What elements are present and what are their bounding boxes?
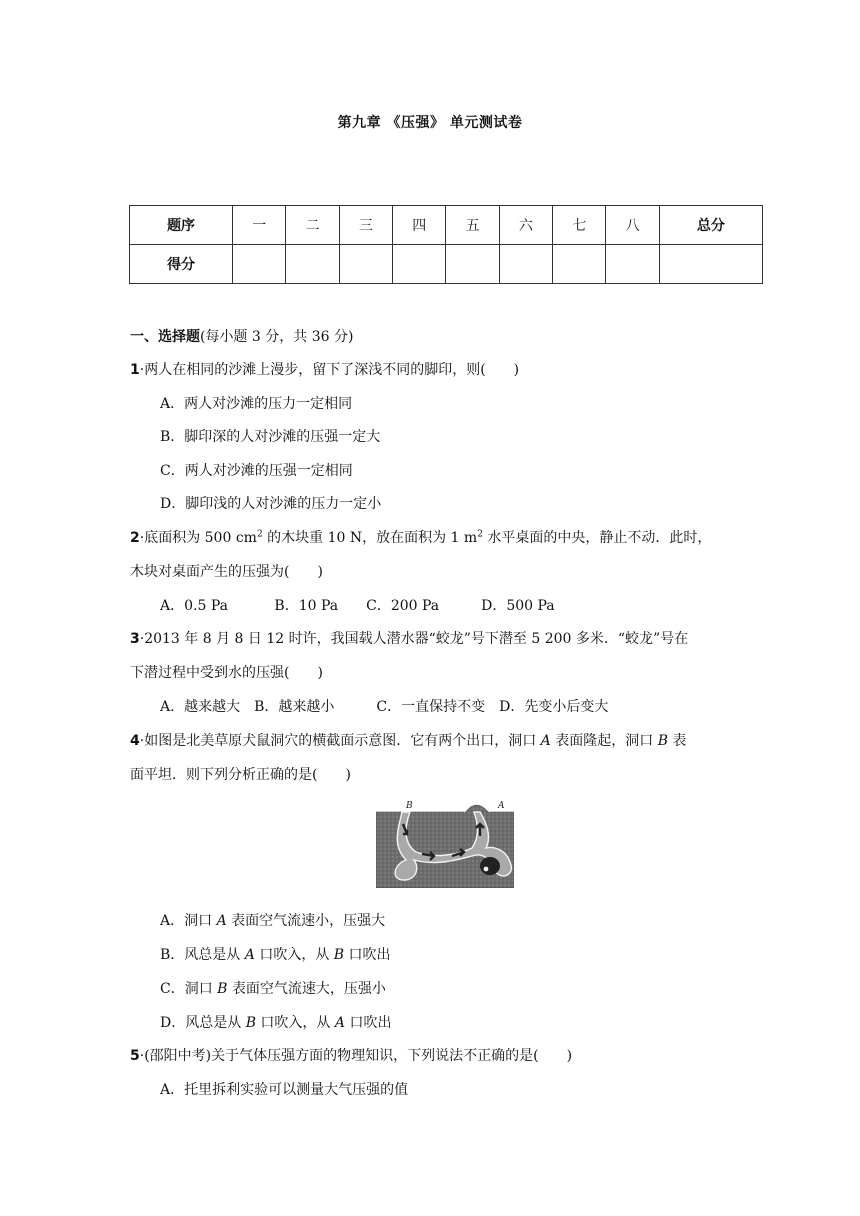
score-cell[interactable] [339, 245, 392, 284]
q4-option-a[interactable]: A．洞口 A 表面空气流速小，压强大 [160, 913, 386, 929]
question-number: 5 [130, 1048, 140, 1064]
section-title: 一、选择题 [130, 329, 200, 345]
q1-option-b[interactable]: B．脚印深的人对沙滩的压强一定大 [160, 429, 381, 445]
score-cell[interactable] [393, 245, 446, 284]
question-number: 3 [130, 631, 140, 647]
question-4: 4·如图是北美草原犬鼠洞穴的横截面示意图．它有两个出口，洞口 A 表面隆起，洞口 B 表 [130, 733, 687, 749]
q1-option-a[interactable]: A．两人对沙滩的压力一定相同 [160, 396, 353, 412]
question-number: 1 [130, 362, 140, 378]
question-number: 2 [130, 530, 140, 546]
score-header-cell: 一 [233, 206, 286, 245]
score-header-cell: 六 [499, 206, 552, 245]
question-3-continued: 下潜过程中受到水的压强( ) [130, 665, 323, 681]
score-header-cell: 三 [339, 206, 392, 245]
q1-option-c[interactable]: C．两人对沙滩的压强一定相同 [160, 463, 353, 479]
question-5: 5·(邵阳中考)关于气体压强方面的物理知识，下列说法不正确的是( ) [130, 1048, 573, 1064]
figure-label-b: B [406, 801, 413, 811]
score-header-cell: 五 [446, 206, 499, 245]
section-note: (每小题 3 分，共 36 分) [200, 329, 354, 345]
q2-options[interactable]: A．0.5 Pa B．10 Pa C．200 Pa D．500 Pa [160, 598, 555, 614]
q5-option-a[interactable]: A．托里拆利实验可以测量大气压强的值 [160, 1082, 409, 1098]
score-header-cell: 二 [286, 206, 339, 245]
score-header-cell: 四 [393, 206, 446, 245]
q4-option-b[interactable]: B．风总是从 A 口吹入，从 B 口吹出 [160, 947, 391, 963]
question-2-continued: 木块对桌面产生的压强为( ) [130, 564, 323, 580]
q4-option-c[interactable]: C．洞口 B 表面空气流速大，压强小 [160, 981, 386, 997]
score-table [129, 205, 763, 284]
question-3: 3·2013 年 8 月 8 日 12 时许，我国载人潜水器“蛟龙”号下潜至 5 200 多米．“蛟龙”号在 [130, 631, 689, 647]
score-cell[interactable] [553, 245, 606, 284]
score-table-header-row [130, 206, 763, 245]
score-cell[interactable] [499, 245, 552, 284]
burrow-figure [376, 800, 514, 888]
q1-option-d[interactable]: D．脚印浅的人对沙滩的压力一定小 [160, 496, 382, 512]
score-cell[interactable] [233, 245, 286, 284]
page-title: 第九章 《压强》 单元测试卷 [337, 115, 523, 131]
score-table-score-row [130, 245, 763, 284]
question-stem: 两人在相同的沙滩上漫步，留下了深浅不同的脚印，则( ) [144, 362, 520, 378]
score-header-cell: 题序 [130, 206, 233, 245]
burrow-diagram [376, 800, 514, 888]
q4-option-d[interactable]: D．风总是从 B 口吹入，从 A 口吹出 [160, 1015, 392, 1031]
score-header-cell: 八 [606, 206, 659, 245]
score-cell[interactable] [286, 245, 339, 284]
score-cell[interactable] [446, 245, 499, 284]
question-4-continued: 面平坦．则下列分析正确的是( ) [130, 767, 351, 783]
figure-label-a: A [498, 801, 505, 811]
score-header-cell: 总分 [659, 206, 762, 245]
question-number: 4 [130, 733, 140, 749]
question-2: 2·底面积为 500 $cm^2$ 的木块重 10 N，放在面积为 1 $m^2$ 水平桌面的中央，静止不动．此时， [130, 529, 712, 546]
score-header-cell: 七 [553, 206, 606, 245]
score-row-label: 得分 [130, 245, 233, 284]
score-cell[interactable] [606, 245, 659, 284]
question-1: 1·两人在相同的沙滩上漫步，留下了深浅不同的脚印，则( ) [130, 362, 520, 378]
score-cell[interactable] [659, 245, 762, 284]
section-heading [130, 327, 353, 347]
q3-options[interactable]: A．越来越大 B．越来越小 C．一直保持不变 D．先变小后变大 [160, 699, 609, 715]
